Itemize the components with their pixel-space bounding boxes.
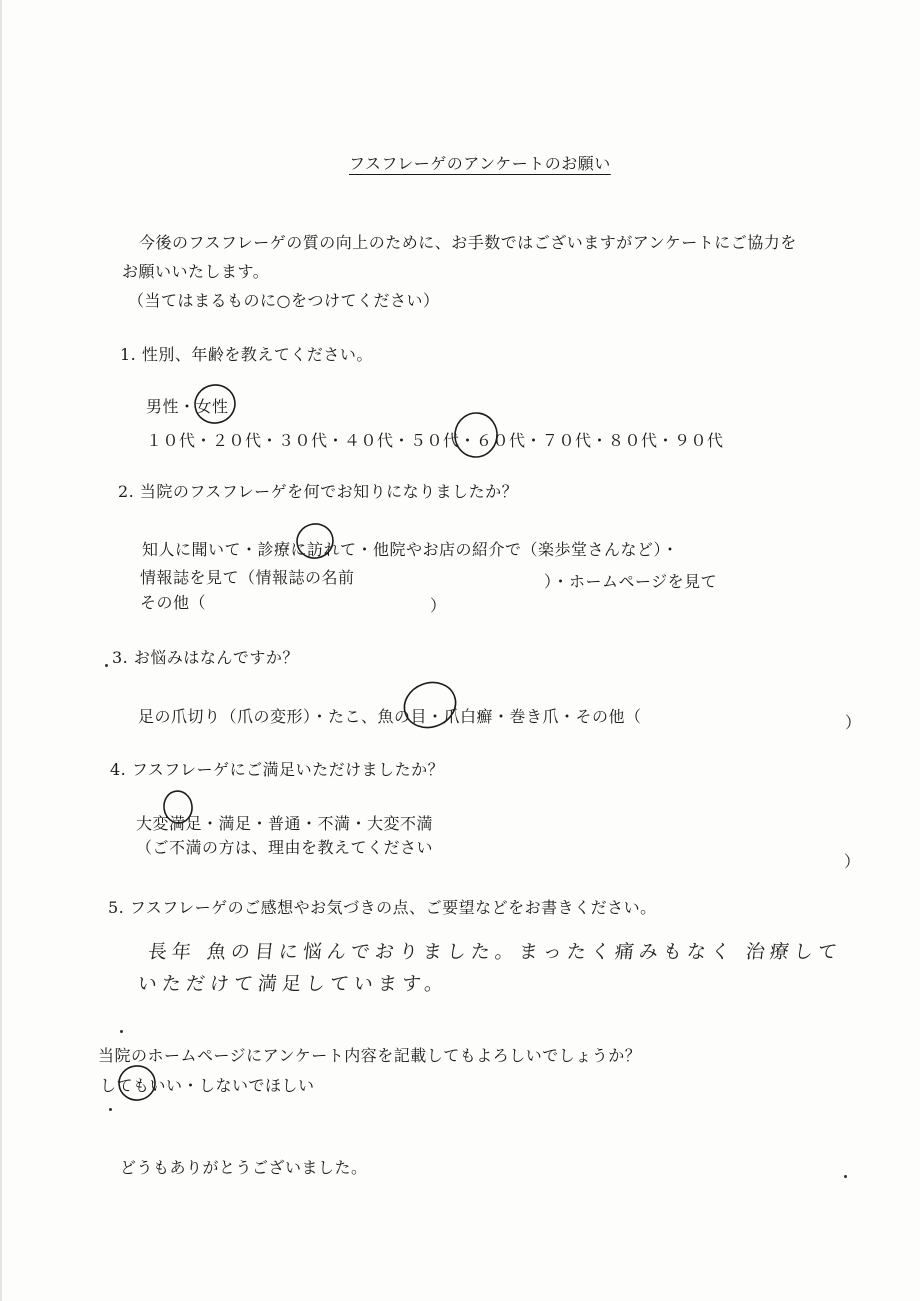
scan-speck <box>109 1108 112 1111</box>
q5-handwritten-answer-line-2: いただけて満足しています。 <box>136 973 450 995</box>
q1-question: 1. 性別、年齢を教えてください。 <box>120 345 373 364</box>
scan-speck <box>120 1030 123 1033</box>
closing-message: どうもありがとうございました。 <box>120 1158 368 1177</box>
q5-handwritten-answer-line-1: 長年 魚の目に悩んでおりました。まったく痛みもなく 治療して <box>146 941 844 963</box>
q5-question: 5. フスフレーゲのご感想やお気づきの点、ご要望などをお書きください。 <box>108 898 657 917</box>
consent-question: 当院のホームページにアンケート内容を記載してもよろしいでしょうか？ <box>98 1046 642 1065</box>
scan-speck <box>105 664 108 667</box>
q2-other-label: その他（ <box>140 593 207 612</box>
q2-options-line-1: 知人に聞いて・診療に訪れて・他院やお店の紹介で（楽歩堂さんなど）・ <box>142 540 679 559</box>
q2-options-line-2b: ）・ホームページを見て <box>544 572 718 591</box>
intro-line-1: 今後のフスフレーゲの質の向上のために、お手数ではございますがアンケートにご協力を <box>139 233 797 252</box>
intro-line-2: お願いいたします。 <box>122 262 270 281</box>
intro-instruction: （当てはまるものに○をつけてください） <box>128 291 440 310</box>
q2-other-close: ） <box>430 596 447 615</box>
q4-note-close: ） <box>844 852 861 871</box>
q4-note: （ご不満の方は、理由を教えてください <box>136 838 434 857</box>
q3-question: 3. お悩みはなんですか？ <box>112 648 299 667</box>
q1-gender-options: 男性・女性 <box>146 397 229 416</box>
q2-question: 2. 当院のフスフレーゲを何でお知りになりましたか？ <box>118 482 519 501</box>
scan-speck <box>844 1175 847 1178</box>
q1-age-options: １０代・２０代・３０代・４０代・５０代・６０代・７０代・８０代・９０代 <box>146 431 724 450</box>
consent-options: してもいい・しないでほしい <box>100 1076 315 1095</box>
q4-question: 4. フスフレーゲにご満足いただけましたか？ <box>110 760 445 779</box>
q4-options: 大変満足・満足・普通・不満・大変不満 <box>136 814 434 833</box>
q2-options-line-2a: 情報誌を見て（情報誌の名前 <box>140 568 355 587</box>
survey-title: フスフレーゲのアンケートのお願い <box>349 154 611 173</box>
q3-options: 足の爪切り（爪の変形）・たこ、魚の目・爪白癬・巻き爪・その他（ <box>138 707 642 726</box>
q3-other-close: ） <box>845 713 862 732</box>
